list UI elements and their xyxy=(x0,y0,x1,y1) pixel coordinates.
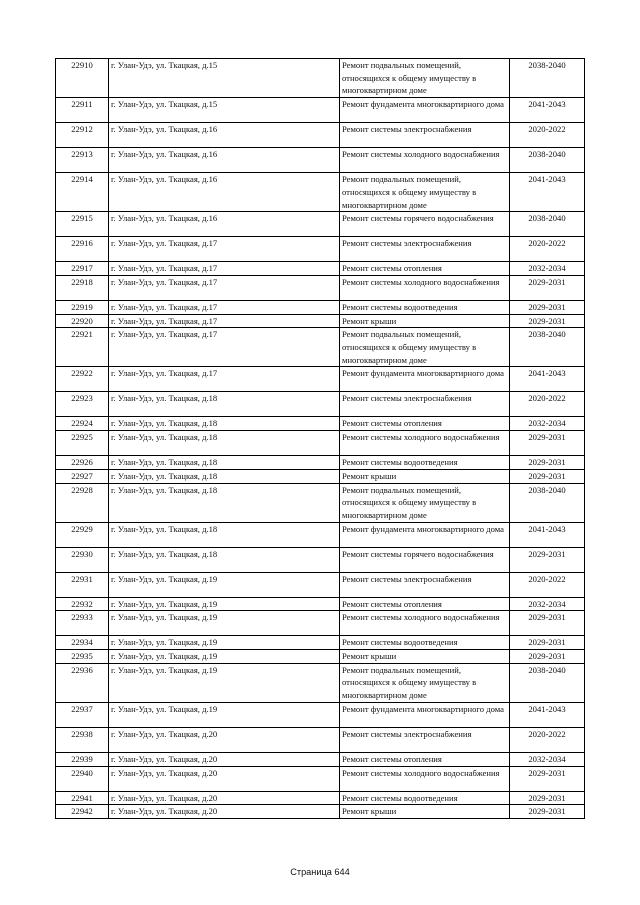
num-cell: 22917 xyxy=(56,262,109,276)
table-row xyxy=(56,431,585,456)
work-cell: Ремонт крыши xyxy=(340,805,510,819)
period-cell: 2038-2040 xyxy=(510,483,585,522)
period-cell: 2020-2022 xyxy=(510,123,585,148)
num-cell: 22930 xyxy=(56,547,109,572)
table-row xyxy=(56,392,585,417)
num-cell: 22918 xyxy=(56,275,109,300)
num-cell: 22938 xyxy=(56,727,109,752)
table-row xyxy=(56,702,585,727)
page-number: Страница 644 xyxy=(290,867,350,877)
work-cell: Ремонт системы горячего водоснабжения xyxy=(340,212,510,237)
period-cell: 2041-2043 xyxy=(510,367,585,392)
work-cell: Ремонт крыши xyxy=(340,469,510,483)
num-cell: 22916 xyxy=(56,237,109,262)
period-cell: 2020-2022 xyxy=(510,572,585,597)
num-cell: 22927 xyxy=(56,469,109,483)
address-cell: г. Улан-Удэ, ул. Ткацкая, д.16 xyxy=(109,212,340,237)
work-cell: Ремонт системы водоотведения xyxy=(340,456,510,470)
address-cell: г. Улан-Удэ, ул. Ткацкая, д.17 xyxy=(109,314,340,328)
num-cell: 22922 xyxy=(56,367,109,392)
table-row xyxy=(56,173,585,212)
period-cell: 2020-2022 xyxy=(510,392,585,417)
period-cell: 2020-2022 xyxy=(510,237,585,262)
num-cell: 22929 xyxy=(56,522,109,547)
num-cell: 22921 xyxy=(56,328,109,367)
num-cell: 22928 xyxy=(56,483,109,522)
address-cell: г. Улан-Удэ, ул. Ткацкая, д.19 xyxy=(109,636,340,650)
period-cell: 2041-2043 xyxy=(510,98,585,123)
table-row xyxy=(56,597,585,611)
period-cell: 2038-2040 xyxy=(510,212,585,237)
period-cell: 2038-2040 xyxy=(510,59,585,98)
work-cell: Ремонт системы электроснабжения xyxy=(340,392,510,417)
table-row xyxy=(56,663,585,702)
work-cell: Ремонт системы холодного водоснабжения xyxy=(340,766,510,791)
table-row xyxy=(56,123,585,148)
table-row xyxy=(56,650,585,664)
work-cell: Ремонт подвальных помещений, относящихся к общему имуществу в многоквартирном доме xyxy=(340,173,510,212)
period-cell: 2029-2031 xyxy=(510,547,585,572)
table-row xyxy=(56,547,585,572)
address-cell: г. Улан-Удэ, ул. Ткацкая, д.17 xyxy=(109,367,340,392)
num-cell: 22919 xyxy=(56,300,109,314)
table-row xyxy=(56,469,585,483)
period-cell: 2029-2031 xyxy=(510,791,585,805)
address-cell: г. Улан-Удэ, ул. Ткацкая, д.17 xyxy=(109,328,340,367)
address-cell: г. Улан-Удэ, ул. Ткацкая, д.18 xyxy=(109,417,340,431)
work-cell: Ремонт фундамента многоквартирного дома xyxy=(340,702,510,727)
num-cell: 22914 xyxy=(56,173,109,212)
num-cell: 22932 xyxy=(56,597,109,611)
address-cell: г. Улан-Удэ, ул. Ткацкая, д.15 xyxy=(109,98,340,123)
num-cell: 22920 xyxy=(56,314,109,328)
table-row xyxy=(56,148,585,173)
period-cell: 2029-2031 xyxy=(510,314,585,328)
work-cell: Ремонт системы отопления xyxy=(340,597,510,611)
address-cell: г. Улан-Удэ, ул. Ткацкая, д.18 xyxy=(109,431,340,456)
address-cell: г. Улан-Удэ, ул. Ткацкая, д.20 xyxy=(109,805,340,819)
work-cell: Ремонт фундамента многоквартирного дома xyxy=(340,98,510,123)
period-cell: 2029-2031 xyxy=(510,469,585,483)
work-cell: Ремонт фундамента многоквартирного дома xyxy=(340,522,510,547)
table-body xyxy=(56,59,585,819)
period-cell: 2032-2034 xyxy=(510,752,585,766)
address-cell: г. Улан-Удэ, ул. Ткацкая, д.16 xyxy=(109,123,340,148)
period-cell: 2032-2034 xyxy=(510,262,585,276)
period-cell: 2029-2031 xyxy=(510,650,585,664)
work-cell: Ремонт системы водоотведения xyxy=(340,300,510,314)
address-cell: г. Улан-Удэ, ул. Ткацкая, д.18 xyxy=(109,469,340,483)
table-row xyxy=(56,805,585,819)
num-cell: 22941 xyxy=(56,791,109,805)
address-cell: г. Улан-Удэ, ул. Ткацкая, д.17 xyxy=(109,300,340,314)
work-cell: Ремонт подвальных помещений, относящихся к общему имуществу в многоквартирном доме xyxy=(340,328,510,367)
address-cell: г. Улан-Удэ, ул. Ткацкая, д.18 xyxy=(109,547,340,572)
period-cell: 2029-2031 xyxy=(510,456,585,470)
address-cell: г. Улан-Удэ, ул. Ткацкая, д.20 xyxy=(109,766,340,791)
work-cell: Ремонт системы водоотведения xyxy=(340,791,510,805)
table-row xyxy=(56,367,585,392)
period-cell: 2038-2040 xyxy=(510,328,585,367)
work-cell: Ремонт подвальных помещений, относящихся к общему имуществу в многоквартирном доме xyxy=(340,483,510,522)
table-row xyxy=(56,752,585,766)
work-cell: Ремонт системы отопления xyxy=(340,752,510,766)
work-cell: Ремонт системы электроснабжения xyxy=(340,123,510,148)
table-row xyxy=(56,483,585,522)
period-cell: 2029-2031 xyxy=(510,275,585,300)
address-cell: г. Улан-Удэ, ул. Ткацкая, д.17 xyxy=(109,275,340,300)
period-cell: 2032-2034 xyxy=(510,597,585,611)
address-cell: г. Улан-Удэ, ул. Ткацкая, д.16 xyxy=(109,173,340,212)
period-cell: 2041-2043 xyxy=(510,522,585,547)
address-cell: г. Улан-Удэ, ул. Ткацкая, д.18 xyxy=(109,483,340,522)
address-cell: г. Улан-Удэ, ул. Ткацкая, д.18 xyxy=(109,456,340,470)
work-cell: Ремонт подвальных помещений, относящихся к общему имуществу в многоквартирном доме xyxy=(340,663,510,702)
period-cell: 2029-2031 xyxy=(510,431,585,456)
work-cell: Ремонт системы горячего водоснабжения xyxy=(340,547,510,572)
table-row xyxy=(56,766,585,791)
period-cell: 2041-2043 xyxy=(510,702,585,727)
num-cell: 22937 xyxy=(56,702,109,727)
num-cell: 22913 xyxy=(56,148,109,173)
work-cell: Ремонт системы холодного водоснабжения xyxy=(340,611,510,636)
address-cell: г. Улан-Удэ, ул. Ткацкая, д.18 xyxy=(109,522,340,547)
work-cell: Ремонт подвальных помещений, относящихся к общему имуществу в многоквартирном доме xyxy=(340,59,510,98)
address-cell: г. Улан-Удэ, ул. Ткацкая, д.15 xyxy=(109,59,340,98)
num-cell: 22934 xyxy=(56,636,109,650)
num-cell: 22933 xyxy=(56,611,109,636)
address-cell: г. Улан-Удэ, ул. Ткацкая, д.19 xyxy=(109,650,340,664)
num-cell: 22912 xyxy=(56,123,109,148)
address-cell: г. Улан-Удэ, ул. Ткацкая, д.19 xyxy=(109,702,340,727)
address-cell: г. Улан-Удэ, ул. Ткацкая, д.19 xyxy=(109,611,340,636)
table-row xyxy=(56,212,585,237)
work-cell: Ремонт системы электроснабжения xyxy=(340,727,510,752)
address-cell: г. Улан-Удэ, ул. Ткацкая, д.20 xyxy=(109,752,340,766)
period-cell: 2029-2031 xyxy=(510,611,585,636)
period-cell: 2038-2040 xyxy=(510,663,585,702)
num-cell: 22935 xyxy=(56,650,109,664)
address-cell: г. Улан-Удэ, ул. Ткацкая, д.17 xyxy=(109,262,340,276)
table-row xyxy=(56,275,585,300)
repair-schedule-table xyxy=(55,58,585,819)
num-cell: 22910 xyxy=(56,59,109,98)
num-cell: 22926 xyxy=(56,456,109,470)
address-cell: г. Улан-Удэ, ул. Ткацкая, д.19 xyxy=(109,663,340,702)
work-cell: Ремонт крыши xyxy=(340,650,510,664)
num-cell: 22942 xyxy=(56,805,109,819)
period-cell: 2029-2031 xyxy=(510,300,585,314)
address-cell: г. Улан-Удэ, ул. Ткацкая, д.19 xyxy=(109,597,340,611)
table-row xyxy=(56,417,585,431)
period-cell: 2038-2040 xyxy=(510,148,585,173)
address-cell: г. Улан-Удэ, ул. Ткацкая, д.16 xyxy=(109,148,340,173)
table-row xyxy=(56,572,585,597)
table-row xyxy=(56,98,585,123)
num-cell: 22923 xyxy=(56,392,109,417)
work-cell: Ремонт системы водоотведения xyxy=(340,636,510,650)
table-row xyxy=(56,727,585,752)
period-cell: 2029-2031 xyxy=(510,805,585,819)
address-cell: г. Улан-Удэ, ул. Ткацкая, д.19 xyxy=(109,572,340,597)
address-cell: г. Улан-Удэ, ул. Ткацкая, д.20 xyxy=(109,727,340,752)
table-row xyxy=(56,262,585,276)
period-cell: 2020-2022 xyxy=(510,727,585,752)
address-cell: г. Улан-Удэ, ул. Ткацкая, д.20 xyxy=(109,791,340,805)
work-cell: Ремонт фундамента многоквартирного дома xyxy=(340,367,510,392)
table-row xyxy=(56,611,585,636)
work-cell: Ремонт системы холодного водоснабжения xyxy=(340,431,510,456)
work-cell: Ремонт системы отопления xyxy=(340,262,510,276)
table-row xyxy=(56,314,585,328)
work-cell: Ремонт системы электроснабжения xyxy=(340,237,510,262)
work-cell: Ремонт крыши xyxy=(340,314,510,328)
period-cell: 2029-2031 xyxy=(510,636,585,650)
work-cell: Ремонт системы отопления xyxy=(340,417,510,431)
address-cell: г. Улан-Удэ, ул. Ткацкая, д.17 xyxy=(109,237,340,262)
table-row xyxy=(56,59,585,98)
period-cell: 2032-2034 xyxy=(510,417,585,431)
work-cell: Ремонт системы электроснабжения xyxy=(340,572,510,597)
period-cell: 2041-2043 xyxy=(510,173,585,212)
table-row xyxy=(56,456,585,470)
num-cell: 22939 xyxy=(56,752,109,766)
table-row xyxy=(56,300,585,314)
table-row xyxy=(56,328,585,367)
num-cell: 22911 xyxy=(56,98,109,123)
work-cell: Ремонт системы холодного водоснабжения xyxy=(340,275,510,300)
period-cell: 2029-2031 xyxy=(510,766,585,791)
work-cell: Ремонт системы холодного водоснабжения xyxy=(340,148,510,173)
num-cell: 22915 xyxy=(56,212,109,237)
num-cell: 22931 xyxy=(56,572,109,597)
num-cell: 22940 xyxy=(56,766,109,791)
num-cell: 22924 xyxy=(56,417,109,431)
table-row xyxy=(56,522,585,547)
num-cell: 22936 xyxy=(56,663,109,702)
table-row xyxy=(56,791,585,805)
table-row xyxy=(56,636,585,650)
num-cell: 22925 xyxy=(56,431,109,456)
address-cell: г. Улан-Удэ, ул. Ткацкая, д.18 xyxy=(109,392,340,417)
table-row xyxy=(56,237,585,262)
